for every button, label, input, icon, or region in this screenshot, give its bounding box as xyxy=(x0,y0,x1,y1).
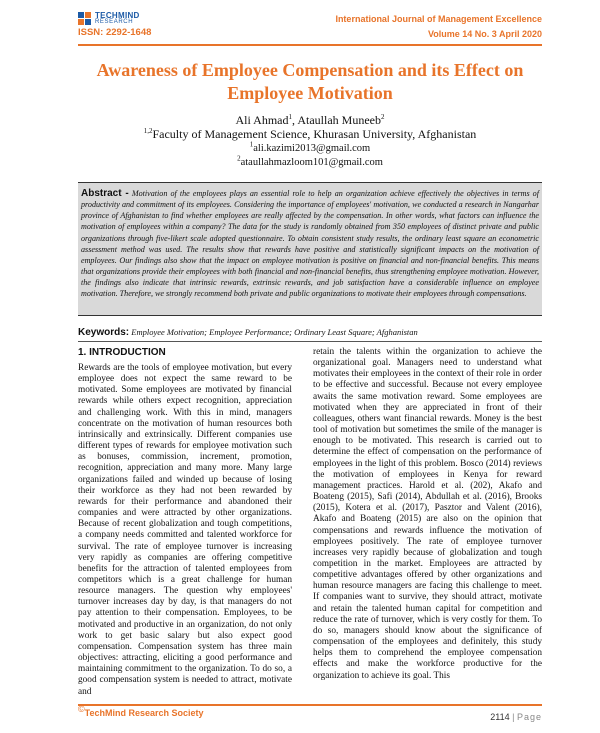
author-name: Ataullah Muneeb xyxy=(297,113,381,127)
paper-title: Awareness of Employee Compensation and its Effect on Employee Motivation xyxy=(96,60,524,103)
affiliation-text: Faculty of Management Science, Khurasan University, Afghanistan xyxy=(152,127,477,141)
email-superscript: 1 xyxy=(249,140,254,149)
copyright-icon: © xyxy=(78,704,85,714)
page-number xyxy=(490,712,542,722)
author-line xyxy=(78,113,542,127)
page-label: Page xyxy=(516,712,542,722)
author-email xyxy=(78,142,542,155)
journal-volume: Volume 14 No. 3 April 2020 xyxy=(427,29,542,39)
logo-text-line1: TECHMIND xyxy=(95,11,140,20)
keywords-line xyxy=(78,327,542,338)
email-address: ali.kazimi2013@gmail.com xyxy=(253,143,371,154)
email-address: ataullahmazloom101@gmail.com xyxy=(240,157,383,168)
journal-name: International Journal of Management Excellence xyxy=(335,14,542,24)
body-paragraph: retain the talents within the organization to achieve the organizational goal. Managers need to understand what motivates their employees in the context of their role in order to be effective and successful. Because not every employee awaits the same motivation reward. Some employees are motivated when they are appreciated in front of their colleagues, others want financial rewards. Money is the best tool of motivation but sometimes the smile of the manager is enough to be motivated. This research is carried out to determine the effect of compensation on the performance of employees in the light of this problem. Bosco (2014) reviews the motivation of employees in Kenya for reward management practices. Harold et al. (202), Akafo and Boateng (2015), Safi (2014), Abdullah et al. (2016), Brooks (2015), Kotera et al. (2017), Pasztor and Valent (2016), Akafo and Boateng (2015) are also on the opinion that compensations and rewards influence the motivation of employees positively. The rate of employee turnover increases very rapidly because of globalization and tough competition in the market. Employees are attracted by competitive advantages offered by other organizations and human resource managers are facing this challenge to meet. If companies want to survive, they should attract, motivate and retain the talented human capital for competition and reduce the rate of turnover, which is very costly for them. To do so, managers should know about the significance of compensation of the employees and definitely, this study helps them to comprehend the employee compensation effects and make the workforce productive for the organization to achieve its goal. This xyxy=(313,347,542,681)
header-rule xyxy=(78,44,542,46)
page-separator: | xyxy=(509,712,517,722)
logo-text-line2: RESEARCH xyxy=(95,19,134,25)
section-heading: 1. INTRODUCTION xyxy=(78,347,166,358)
page-number-value: 2114 xyxy=(490,712,510,722)
abstract-heading: Abstract - xyxy=(81,188,129,199)
footer-organization: TechMind Research Society xyxy=(84,708,204,718)
email-superscript: 2 xyxy=(237,154,241,163)
issn-number: ISSN: 2292-1648 xyxy=(78,27,152,38)
affiliation-superscript: 1,2 xyxy=(143,127,153,135)
author-name: Ali Ahmad xyxy=(235,113,289,127)
footer-copyright xyxy=(78,704,204,718)
affiliation xyxy=(78,127,542,141)
author-superscript: 2 xyxy=(381,113,385,121)
logo-icon xyxy=(78,12,92,26)
abstract-text: Motivation of the employees plays an essential role to help an organization achieve effectively the objectives in terms of productivity and commitment of its employees. Considering the importance of employees' motivation, we conducted a research in Nangarhar province of Afghanistan to find whether employees are really affected by the compensation. In other words, what factors can influence the motivation of employees within a company? The data for the study is randomly obtained from 350 employees of distinct private and public organizations through five-likert scale adopted questionnaire. To obtain consistent study results, the ordinary least square an econometric assessment method was used. The results show that rewards have positive and statistically significant impacts on the motivation of employees. Our findings also show that the impact on employee motivation is positive on financial and non-financial benefits. This means that organizations provide their employees with both financial and non-financial benefits, thus strengthening employee motivation. However, the findings also indicate that intrinsic rewards, extrinsic rewards, and job satisfaction have a considerable influence on employee motivation. Therefore, we strongly recommend both private and public organizations to motivate their employees through compensations. xyxy=(81,189,539,299)
keywords-text: Employee Motivation; Employee Performance; Ordinary Least Square; Afghanistan xyxy=(131,327,418,337)
abstract-box xyxy=(78,182,542,316)
body-column-right xyxy=(313,347,542,682)
author-email xyxy=(78,156,542,169)
keywords-heading: Keywords: xyxy=(78,327,130,338)
author-separator: , xyxy=(292,113,298,127)
body-paragraph: Rewards are the tools of employee motivation, but every employee does not expect the same reward to be motivated. Some employees are motivated by financial rewards while others expect recognition, appreciation and challenging work. With this in mind, managers concentrate on the motivation of human resources both intrinsically and extrinsically. Different companies use different types of rewards for employee motivation such as bonuses, commission, increment, promotion, recognition, appreciation and many more. Many large organizations failed and winded up because of losing their workforce as they had not been rewarded by rewards for their performance and abandoned their companies and were attracted by other organizations. Because of recent globalization and tough competitions, a company needs committed and talented workforce for survival. The rate of employee turnover is increasing very rapidly as companies are offering competitive benefits for the attraction of talented employees from competitors which is a great challenge for human resource managers. The question why employees' turnover increases day by day, is that managers do not pay attention to their compensation. Employees, to be motivated and productive in an organization, do not only work to get basic salary but also expect good compensation. Compensation system has three main objectives: attracting, eliciting a good performance and maintaining commitment to the organization. To do so, a good compensation system is needed to attract, motivate and xyxy=(78,363,292,697)
keywords-rule xyxy=(78,341,542,342)
body-column-left xyxy=(78,347,292,698)
author-superscript: 1 xyxy=(288,113,292,121)
